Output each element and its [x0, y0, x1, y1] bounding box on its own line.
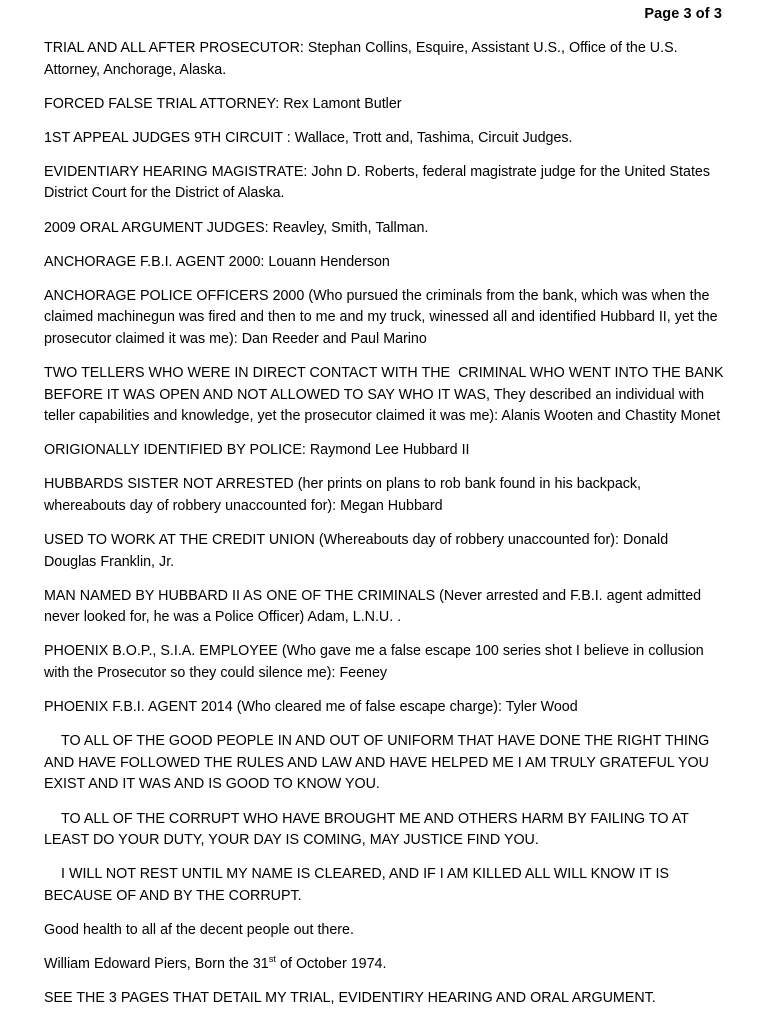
- paragraph-to-all-corrupt: TO ALL OF THE CORRUPT WHO HAVE BROUGHT ME AND OTHERS HARM BY FAILING TO AT LEAST DO YOUR DUTY, YOUR DAY IS COMING, MAY JUSTICE FIND YOU.: [44, 810, 693, 849]
- paragraph-signature-line: William Edoward Piers, Born the 31st of October 1974.: [44, 953, 387, 972]
- paragraph-will-not-rest: I WILL NOT REST UNTIL MY NAME IS CLEARED, AND IF I AM KILLED ALL WILL KNOW IT IS BECAUSE OF AND BY THE CORRUPT.: [44, 866, 674, 904]
- paragraph-hubbards-sister-not-arrested: HUBBARDS SISTER NOT ARRESTED (her prints on plans to rob bank found in his backpack, whereabouts day of robbery unaccounted for): Megan Hubbard: [44, 476, 646, 514]
- paragraph-forced-false-trial-attorney: FORCED FALSE TRIAL ATTORNEY: Rex Lamont Butler: [44, 95, 402, 112]
- paragraph-see-the-3-pages: SEE THE 3 PAGES THAT DETAIL MY TRIAL, EVIDENTIRY HEARING AND ORAL ARGUMENT.: [44, 990, 656, 1007]
- page-number-header: Page 3 of 3: [644, 6, 722, 22]
- paragraph-anchorage-police-officers-2000: ANCHORAGE POLICE OFFICERS 2000 (Who pursued the criminals from the bank, which was when the claimed machinegun was fired and then to me and my truck, winessed all and identified Hubbard II, yet the prosecutor claimed it was me): Dan Reeder and Paul Marino: [44, 287, 722, 347]
- paragraph-two-tellers: TWO TELLERS WHO WERE IN DIRECT CONTACT WITH THE CRIMINAL WHO WENT INTO THE BANK BEFORE IT WAS OPEN AND NOT ALLOWED TO SAY WHO IT WAS, They described an individual with teller capabilities and knowledge, yet the prosecutor claimed it was me): Alanis Wooten and Chastity Monet: [44, 365, 728, 425]
- paragraph-used-to-work-at-credit-union: USED TO WORK AT THE CREDIT UNION (Whereabouts day of robbery unaccounted for): Donald Douglas Franklin, Jr.: [44, 532, 673, 570]
- paragraph-to-all-good-people: TO ALL OF THE GOOD PEOPLE IN AND OUT OF UNIFORM THAT HAVE DONE THE RIGHT THING AND HAVE FOLLOWED THE RULES AND LAW AND HAVE HELPED ME I AM TRULY GRATEFUL YOU EXIST AND IT WAS AND IS GOOD TO KNOW YOU.: [44, 733, 713, 793]
- paragraph-man-named-by-hubbard: MAN NAMED BY HUBBARD II AS ONE OF THE CRIMINALS (Never arrested and F.B.I. agent admitted never looked for, he was a Police Officer) Adam, L.N.U. .: [44, 587, 706, 626]
- paragraph-evidentiary-hearing-magistrate: EVIDENTIARY HEARING MAGISTRATE: John D. Roberts, federal magistrate judge for the United States District Court for the District of Alaska.: [44, 163, 715, 202]
- paragraph-trial-prosecutor: TRIAL AND ALL AFTER PROSECUTOR: Stephan Collins, Esquire, Assistant U.S., Office of the U.S. Attorney, Anchorage, Alaska.: [44, 40, 681, 78]
- paragraph-first-appeal-judges: 1ST APPEAL JUDGES 9TH CIRCUIT : Wallace, Trott and, Tashima, Circuit Judges.: [44, 129, 573, 146]
- paragraph-phoenix-fbi-agent-2014: PHOENIX F.B.I. AGENT 2014 (Who cleared me of false escape charge): Tyler Wood: [44, 699, 578, 716]
- paragraph-origionally-identified-by-police: ORIGIONALLY IDENTIFIED BY POLICE: Raymond Lee Hubbard II: [44, 442, 470, 459]
- paragraph-anchorage-fbi-agent-2000: ANCHORAGE F.B.I. AGENT 2000: Louann Henderson: [44, 253, 390, 270]
- paragraph-oral-argument-judges-2009: 2009 ORAL ARGUMENT JUDGES: Reavley, Smith, Tallman.: [44, 219, 429, 236]
- ordinal-suffix: st: [268, 953, 276, 965]
- paragraph-good-health: Good health to all af the decent people out there.: [44, 921, 354, 938]
- document-body: [44, 38, 728, 1022]
- paragraph-phoenix-bop-sia-employee: PHOENIX B.O.P., S.I.A. EMPLOYEE (Who gave me a false escape 100 series shot I believe in collusion with the Prosecutor so they could silence me): Feeney: [44, 643, 708, 682]
